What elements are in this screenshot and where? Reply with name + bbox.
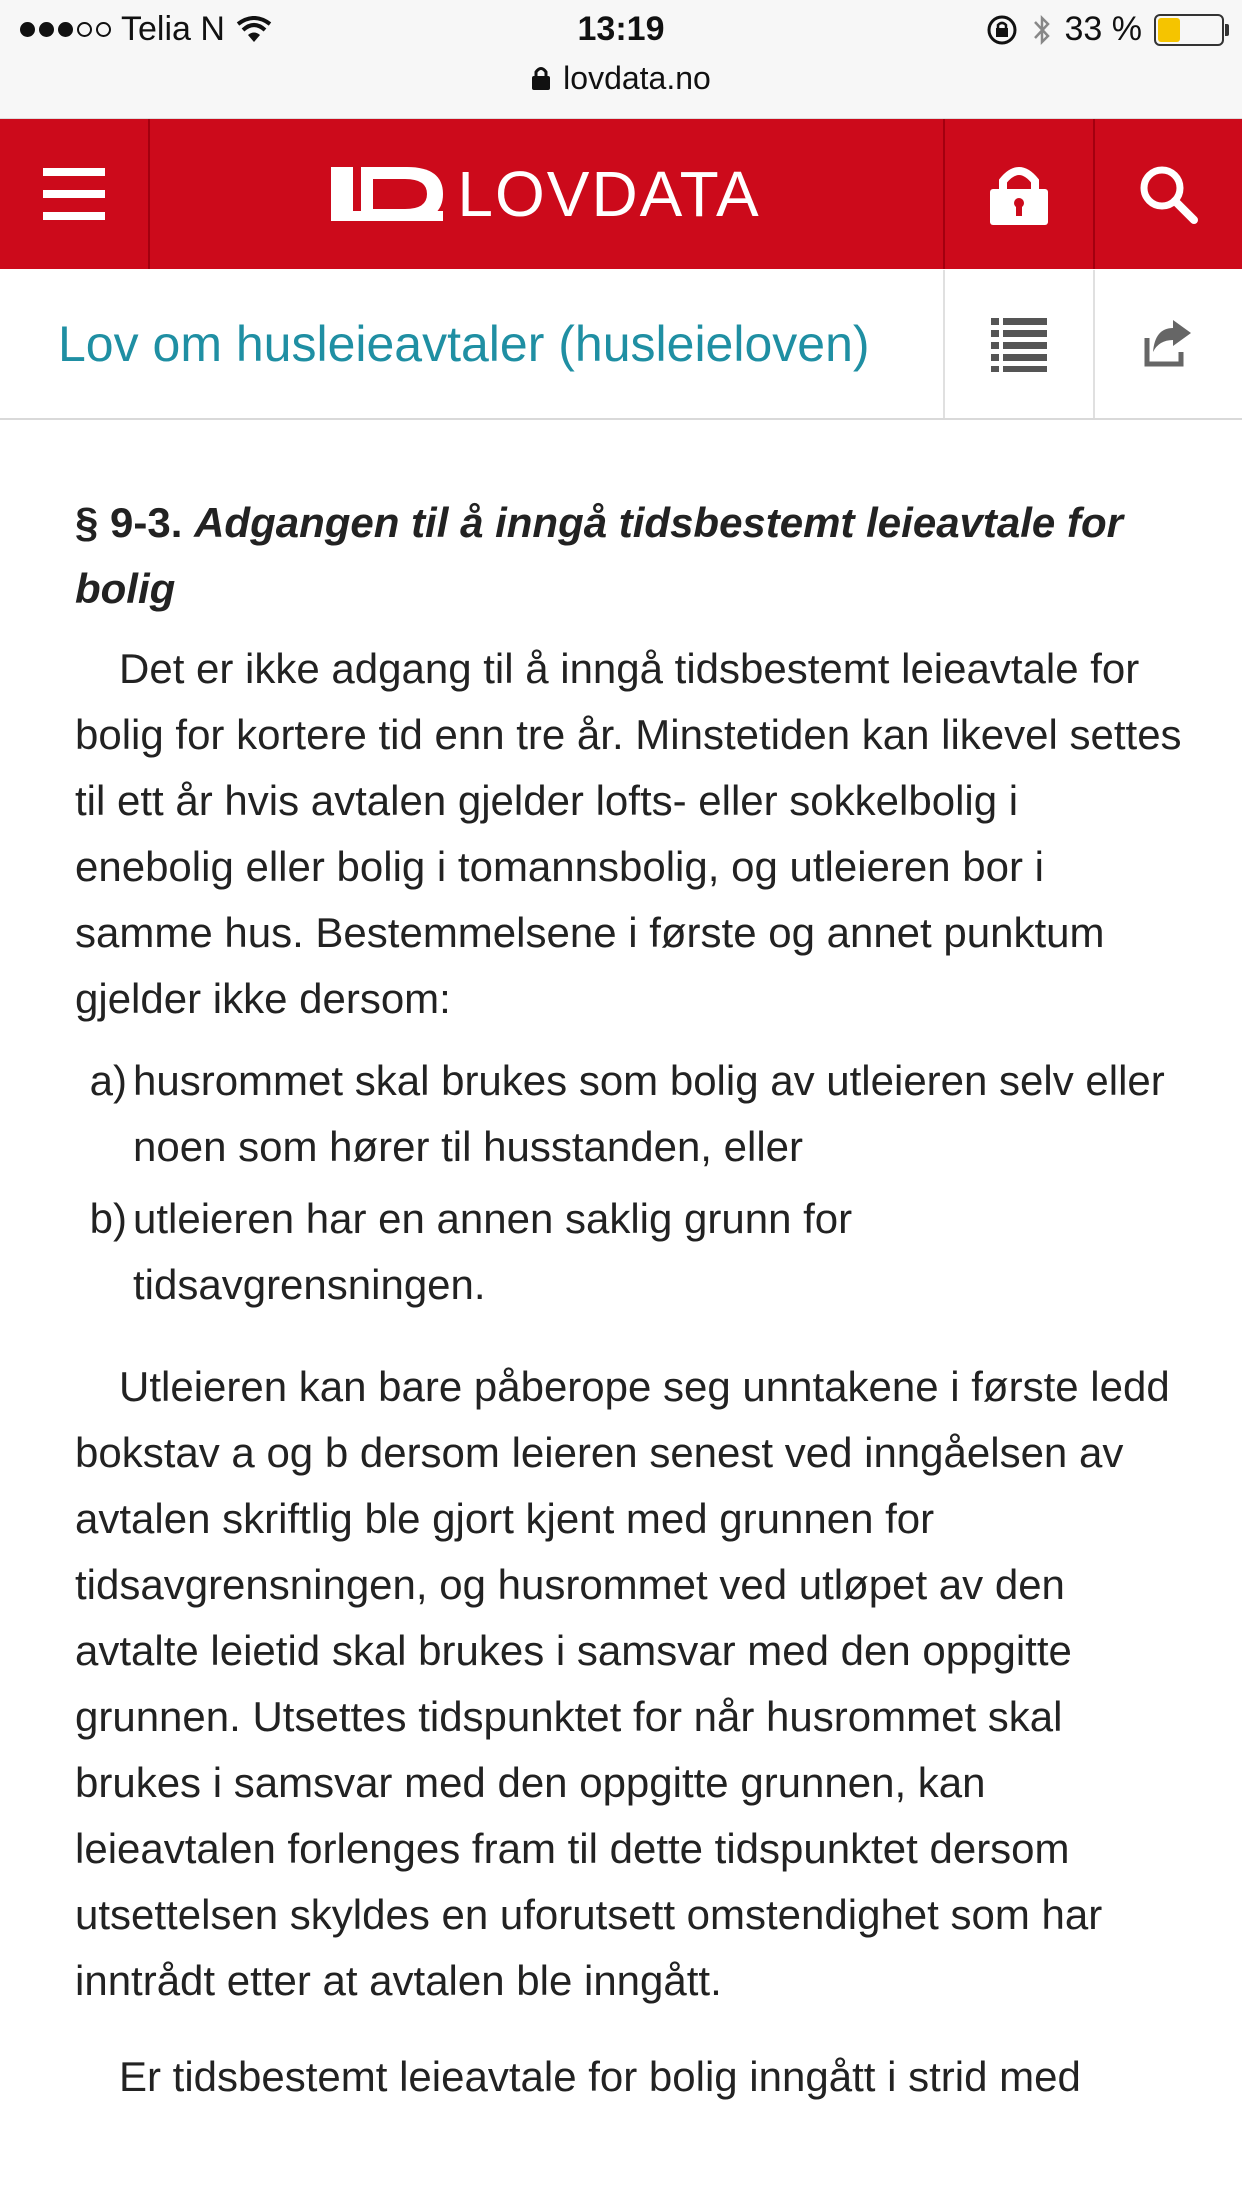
section-title: Adgangen til å inngå tidsbestemt leieavtale for bolig	[75, 499, 1123, 612]
table-of-contents-button[interactable]	[943, 270, 1095, 418]
section-heading	[75, 490, 1185, 622]
share-button[interactable]	[1093, 270, 1242, 418]
table-of-contents-icon	[991, 316, 1047, 372]
list-item-label: b)	[89, 1195, 127, 1242]
list-item	[75, 1048, 1185, 1180]
law-section	[75, 490, 1185, 2110]
carrier-label: Telia N	[121, 10, 225, 48]
url-text: lovdata.no	[563, 60, 711, 96]
document-title-bar	[0, 270, 1242, 420]
status-right	[985, 10, 1225, 49]
law-title-link[interactable]: Lov om husleieavtaler (husleieloven)	[58, 316, 870, 372]
search-icon	[1138, 164, 1198, 224]
login-button[interactable]	[943, 119, 1095, 269]
bluetooth-icon	[1031, 13, 1053, 47]
address-bar[interactable]	[0, 60, 1242, 99]
clock: 13:19	[577, 10, 665, 48]
list-item-text: husrommet skal brukes som bolig av utleieren selv eller noen som hører til husstanden, eller	[133, 1057, 1165, 1170]
paragraph-1: Det er ikke adgang til å inngå tidsbestemt leieavtale for bolig for kortere tid enn tre år. Minstetiden kan likevel settes til ett år hvis avtalen gjelder lofts- eller sokkelbolig i enebolig eller bolig i tomannsbolig, og utleieren bor i samme hus. Bestemmelsene i første og annet punktum gjelder ikke dersom:	[75, 645, 1182, 1022]
status-bar	[0, 0, 1242, 119]
secure-lock-icon	[531, 62, 551, 99]
list-item-label: a)	[89, 1057, 127, 1104]
site-header	[0, 119, 1242, 269]
menu-icon	[43, 168, 105, 220]
lovdata-logo-mark	[331, 167, 443, 221]
battery-icon	[1154, 14, 1224, 46]
logo-text: LOVDATA	[457, 158, 761, 230]
list-item-text: utleieren har en annen saklig grunn for tidsavgrensningen.	[133, 1195, 853, 1308]
paragraph-2: Utleieren kan bare påberope seg unntakene i første ledd bokstav a og b dersom leieren senest ved inngåelsen av avtalen skriftlig ble gjort kjent med grunnen for tidsavgrensningen, og husrommet ved utløpet av den avtalte leietid skal brukes i samsvar med den oppgitte grunnen. Utsettes tidspunktet for når husrommet skal brukes i samsvar med den oppgitte grunnen, kan leieavtalen forlenges fram til dette tidspunktet dersom utsettelsen skyldes en uforutsett omstendighet som har inntrådt etter at avtalen ble inngått.	[75, 1363, 1170, 2004]
lock-icon	[990, 163, 1048, 225]
search-button[interactable]	[1093, 119, 1242, 269]
battery-level	[1158, 18, 1180, 42]
rotation-lock-icon	[985, 13, 1019, 47]
exceptions-list	[75, 1048, 1185, 1318]
share-icon	[1143, 320, 1193, 368]
lovdata-logo[interactable]	[150, 119, 942, 269]
paragraph-3: Er tidsbestemt leieavtale for bolig inngått i strid med	[119, 2053, 1081, 2100]
section-number: § 9-3.	[75, 499, 183, 546]
battery-percent: 33 %	[1064, 10, 1142, 48]
list-item	[75, 1186, 1185, 1318]
menu-button[interactable]	[0, 119, 150, 269]
